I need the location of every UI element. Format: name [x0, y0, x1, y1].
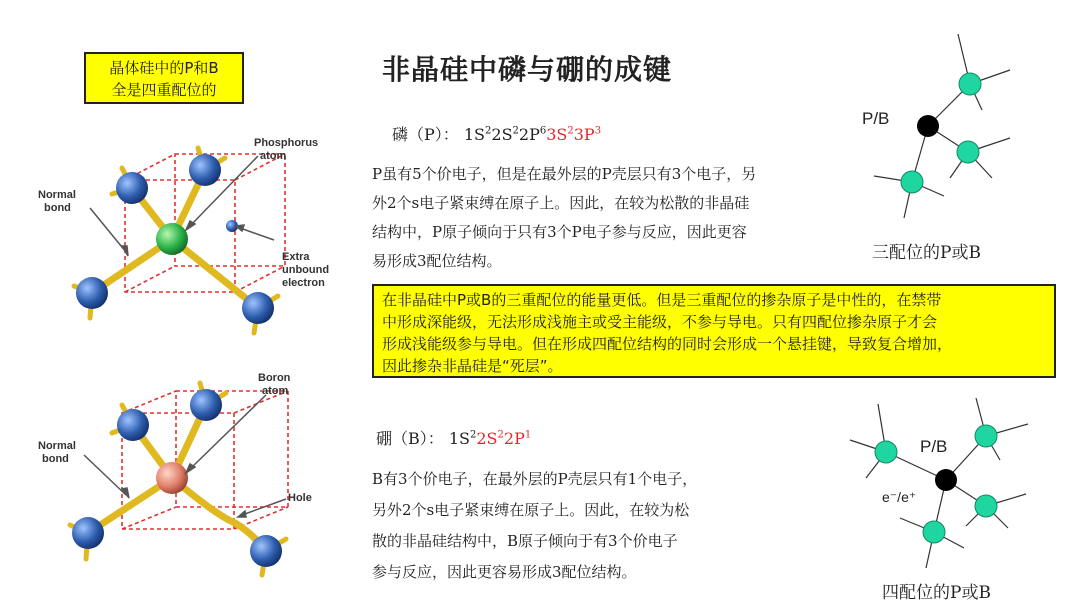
silicon-atom: [242, 292, 274, 324]
silicon-atom: [189, 154, 221, 186]
si-atom: [875, 441, 897, 463]
orbital-term: $2S^2$: [476, 429, 504, 448]
orbital-term: $2P^1$: [503, 429, 532, 448]
note-line-2: 全是四重配位的: [111, 81, 217, 99]
si-atom: [975, 425, 997, 447]
extra-label-2: unbound: [282, 264, 330, 276]
page-title: 非晶硅中磷与硼的成键: [382, 53, 673, 86]
boron-line: B有3个价电子，在最外层的P壳层只有1个电子，: [372, 470, 698, 488]
si-atom: [957, 141, 979, 163]
phosphorus-atom: [156, 223, 188, 255]
four-coordination-diagram: [840, 398, 1070, 578]
phosphorus-line: 外2个s电子紧束缚在原子上。因此，在较为松散的非晶硅: [372, 194, 750, 212]
si-atom: [975, 495, 997, 517]
si-atom: [923, 521, 945, 543]
silicon-atom: [190, 389, 222, 421]
four-coord-caption: 四配位的P或B: [882, 583, 991, 603]
highlight-line: 因此掺杂非晶硅是“死层”。: [382, 357, 563, 375]
phosphorus-atom-label-2: atom: [260, 150, 287, 162]
phosphorus-config: [392, 122, 601, 145]
boron-crystal-diagram: [30, 365, 370, 585]
orbital-term: $2P^6$: [518, 125, 547, 144]
extra-label-3: electron: [282, 277, 325, 289]
boron-atom-label-2: atom: [262, 385, 289, 397]
orbital-term: $3S^2$: [546, 125, 574, 144]
orbital-term: $1S^2$: [448, 429, 477, 448]
note-box: [84, 52, 244, 104]
normal-bond-label-1: Normal: [38, 189, 76, 201]
silicon-atom: [72, 517, 104, 549]
phosphorus-atom-label-1: Phosphorus: [254, 137, 319, 149]
highlight-line: 在非晶硅中P或B的三重配位的能量更低。但是三重配位的掺杂原子是中性的，在禁带: [382, 291, 942, 309]
highlight-line: 形成浅能级参与导电。但在形成四配位结构的同时会形成一个悬挂键，导致复合增加，: [382, 335, 953, 353]
boron-line: 参与反应，因此更容易形成3配位结构。: [372, 563, 637, 581]
orbital-term: $3P^3$: [573, 125, 602, 144]
phosphorus-line: 结构中，P原子倾向于只有3个P电子参与反应，因此更容: [372, 223, 747, 241]
silicon-atom: [116, 172, 148, 204]
silicon-atom: [250, 535, 282, 567]
pb-label: P/B: [920, 437, 948, 456]
pb-label: P/B: [862, 109, 890, 128]
boron-paragraph: [372, 464, 772, 588]
phosphorus-label: 磷（P）：: [392, 125, 459, 144]
boron-label: 硼（B）：: [376, 429, 444, 448]
normal-bond-label-2: bond: [44, 202, 71, 214]
note-line-1: 晶体硅中的P和B: [109, 59, 219, 77]
phosphorus-electron-config: [464, 125, 601, 144]
hole-label: Hole: [288, 492, 312, 504]
boron-atom-label-1: Boron: [258, 372, 291, 384]
pb-atom: [935, 469, 957, 491]
boron-electron-config: [449, 429, 531, 448]
charge-label: e⁻/e⁺: [882, 489, 917, 505]
boron-line: 散的非晶硅结构中，B原子倾向于有3个价电子: [372, 532, 678, 550]
boron-atom: [156, 462, 188, 494]
silicon-atom: [76, 277, 108, 309]
phosphorus-paragraph: [372, 160, 842, 276]
phosphorus-line: P虽有5个价电子，但是在最外层的P壳层只有3个电子，另: [372, 165, 757, 183]
phosphorus-line: 易形成3配位结构。: [372, 252, 502, 270]
si-atom: [901, 171, 923, 193]
extra-label-1: Extra: [282, 251, 310, 263]
boron-config: [376, 426, 531, 449]
silicon-atom: [117, 409, 149, 441]
boron-line: 另外2个s电子紧束缚在原子上。因此，在较为松: [372, 501, 690, 519]
three-coordination-diagram: [850, 28, 1070, 268]
orbital-term: $1S^2$: [463, 125, 492, 144]
phosphorus-crystal-diagram: [30, 128, 370, 348]
normal-bond-label-2: bond: [42, 453, 69, 465]
three-coord-caption: 三配位的P或B: [872, 243, 981, 263]
highlight-line: 中形成深能级，无法形成浅施主或受主能级，不参与导电。只有四配位掺杂原子才会: [382, 313, 938, 331]
pb-atom: [917, 115, 939, 137]
normal-bond-label-1: Normal: [38, 440, 76, 452]
orbital-term: $2S^2$: [491, 125, 519, 144]
highlight-box: [372, 284, 1056, 378]
si-atom: [959, 73, 981, 95]
